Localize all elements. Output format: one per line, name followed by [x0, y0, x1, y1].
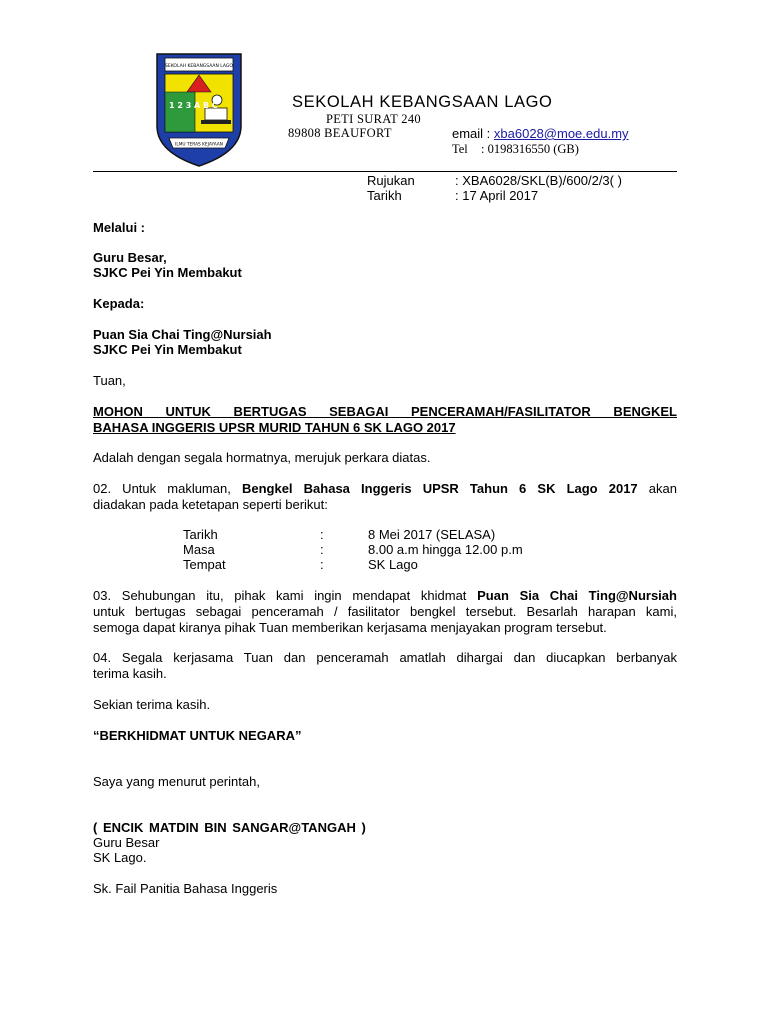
paragraph-02 — [93, 481, 677, 513]
postcode-town: 89808 BEAUFORT — [288, 126, 392, 140]
paragraph-02-suffix: akan — [648, 481, 677, 496]
paragraph-02-line-1 — [93, 481, 677, 497]
via-line-2: SJKC Pei Yin Membakut — [93, 265, 242, 280]
tel-value: : 0198316550 (GB) — [481, 142, 579, 156]
detail-venue-colon: : — [320, 557, 324, 572]
tel-row — [452, 142, 579, 157]
school-crest — [155, 48, 243, 168]
po-box: PETI SURAT 240 — [326, 112, 421, 126]
recipient-line-2: SJKC Pei Yin Membakut — [93, 342, 242, 357]
reference-label: Rujukan — [367, 173, 415, 188]
detail-date-colon: : — [320, 527, 324, 542]
signatory-name: ( ENCIK MATDIN BIN SANGAR@TANGAH ) — [93, 820, 366, 835]
subject-line-2: BAHASA INGGERIS UPSR MURID TAHUN 6 SK LAGO 2017 — [93, 420, 456, 435]
tel-label: Tel — [452, 142, 468, 156]
detail-venue-value: SK Lago — [368, 557, 418, 572]
crest-figures: 1 2 3 A B C — [169, 101, 218, 110]
paragraph-04 — [93, 650, 677, 682]
via-line-1: Guru Besar, — [93, 250, 167, 265]
sign-off: Saya yang menurut perintah, — [93, 774, 260, 789]
email-label: email : — [452, 126, 491, 141]
crest-lower-text: ILMU TERAS KEJAYAAN — [175, 142, 223, 148]
paragraph-03-prefix: 03. Sehubungan itu, pihak kami ingin mendapat khidmat — [93, 588, 467, 603]
date-label: Tarikh — [367, 188, 402, 203]
header-divider — [93, 171, 677, 172]
detail-date-value: 8 Mei 2017 (SELASA) — [368, 527, 496, 542]
paragraph-02-line-2: diadakan pada ketetapan seperti berikut: — [93, 497, 328, 512]
opening-paragraph: Adalah dengan segala hormatnya, merujuk perkara diatas. — [93, 450, 431, 465]
closing: Sekian terima kasih. — [93, 697, 211, 712]
recipient-line-1: Puan Sia Chai Ting@Nursiah — [93, 327, 272, 342]
detail-time-label: Masa — [183, 542, 215, 557]
email-row — [452, 126, 629, 141]
paragraph-03-line-2: untuk bertugas sebagai penceramah / fasilitator bengkel tersebut. Besarlah harapan kami, — [93, 604, 677, 619]
paragraph-04-line-1: 04. Segala kerjasama Tuan dan penceramah amatlah dihargai dan diucapkan berbanyak — [93, 650, 677, 665]
subject — [93, 404, 677, 436]
via-label: Melalui : — [93, 220, 146, 235]
motto: “BERKHIDMAT UNTUK NEGARA” — [93, 728, 302, 743]
detail-date-label: Tarikh — [183, 527, 218, 542]
paragraph-02-prefix: 02. Untuk makluman, — [93, 481, 231, 496]
detail-time-colon: : — [320, 542, 324, 557]
recipient-label: Kepada: — [93, 296, 145, 311]
event-name: Bengkel Bahasa Inggeris UPSR Tahun 6 SK Lago 2017 — [241, 481, 638, 496]
carbon-copy: Sk. Fail Panitia Bahasa Inggeris — [93, 881, 278, 896]
subject-line-1: MOHON UNTUK BERTUGAS SEBAGAI PENCERAMAH/FASILITATOR BENGKEL — [93, 404, 677, 419]
paragraph-03-line-1 — [93, 588, 677, 604]
signatory-title: Guru Besar — [93, 835, 160, 850]
school-name: SEKOLAH KEBANGSAAN LAGO — [292, 93, 553, 111]
paragraph-03 — [93, 588, 677, 636]
reference-value: : XBA6028/SKL(B)/600/2/3( ) — [455, 173, 622, 188]
paragraph-04-line-2: terima kasih. — [93, 666, 167, 681]
date-value: : 17 April 2017 — [455, 188, 539, 203]
facilitator-name: Puan Sia Chai Ting@Nursiah — [477, 588, 677, 603]
detail-time-value: 8.00 a.m hingga 12.00 p.m — [368, 542, 523, 557]
paragraph-03-line-3: semoga dapat kiranya pihak Tuan memberikan kerjasama menjayakan program tersebut. — [93, 620, 607, 635]
email-link[interactable]: xba6028@moe.edu.my — [493, 126, 629, 141]
signatory-school: SK Lago. — [93, 850, 147, 865]
salutation: Tuan, — [93, 373, 126, 388]
detail-venue-label: Tempat — [183, 557, 226, 572]
crest-upper-text: SEKOLAH KEBANGSAAN LAGO — [165, 64, 233, 69]
